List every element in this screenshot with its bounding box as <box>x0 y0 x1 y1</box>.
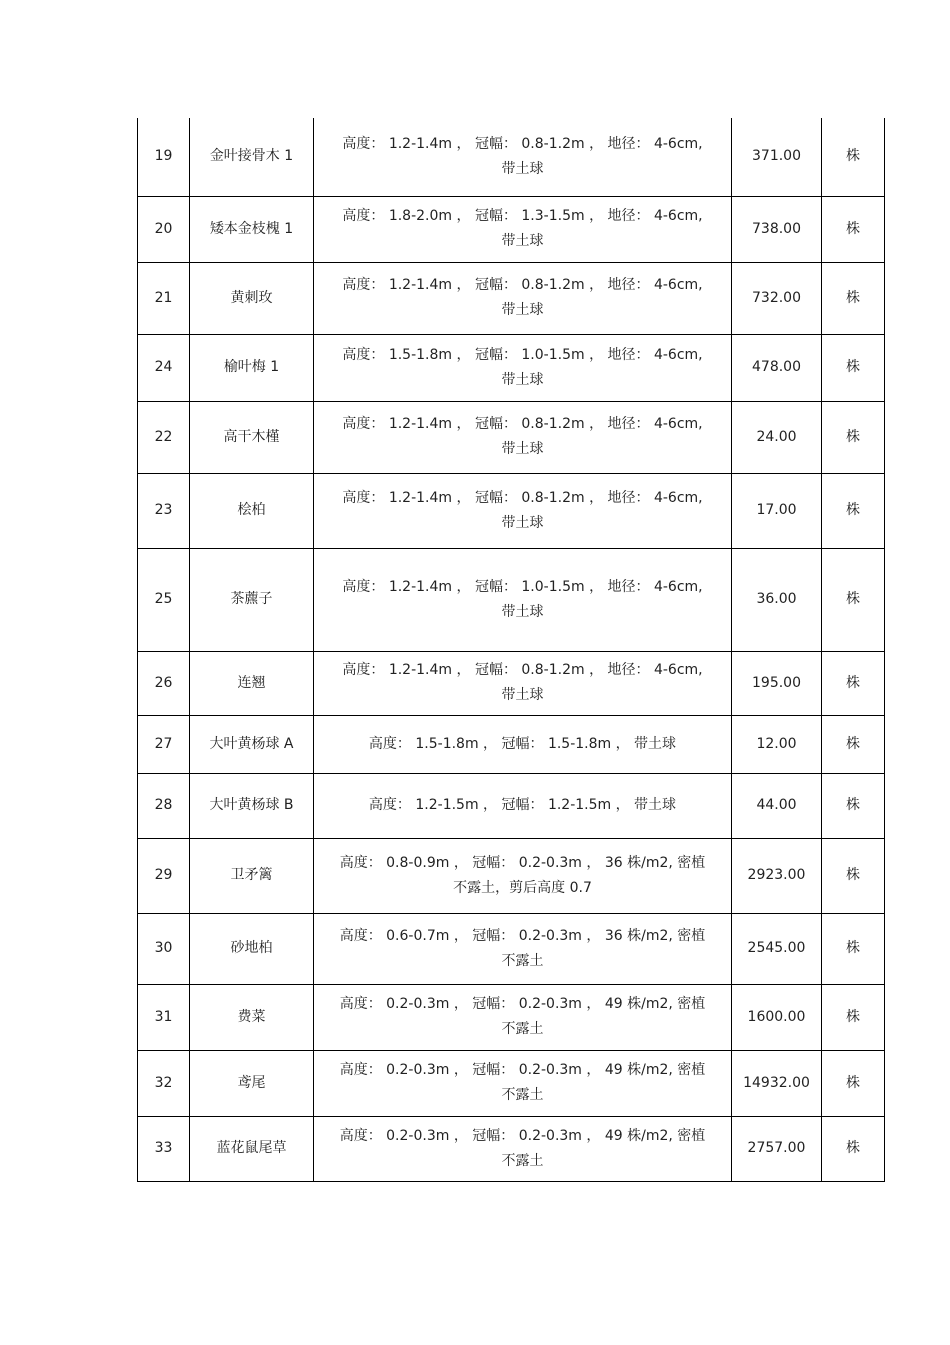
spec-line-1: 高度： 0.2-0.3m ， 冠幅： 0.2-0.3m ， 49 株/m2, 密植 <box>339 1062 706 1078</box>
quantity: 24.00 <box>732 401 822 473</box>
unit: 株 <box>822 548 885 651</box>
quantity: 478.00 <box>732 334 822 401</box>
spec-line-1: 高度： 1.5-1.8m ， 冠幅： 1.0-1.5m ， 地径： 4-6cm, <box>342 346 703 363</box>
row-number: 24 <box>138 334 190 401</box>
spec-line-2: 不露土 <box>501 1087 544 1103</box>
spec-line-2: 带土球 <box>501 160 544 177</box>
table-row <box>138 473 885 548</box>
unit: 株 <box>822 1116 885 1181</box>
plant-name: 蓝花鼠尾草 <box>190 1116 314 1181</box>
spec-cell <box>314 1116 732 1181</box>
spec-line-1: 高度： 0.2-0.3m ， 冠幅： 0.2-0.3m ， 49 株/m2, 密植 <box>339 1127 706 1144</box>
table-row <box>138 548 885 651</box>
spec-line-2: 不露土 <box>501 1021 544 1037</box>
unit: 株 <box>822 196 885 262</box>
unit: 株 <box>822 118 885 196</box>
spec-cell <box>314 984 732 1050</box>
plant-table-body <box>138 118 885 1181</box>
plant-name: 费菜 <box>190 984 314 1050</box>
spec-line-2: 不露土 <box>501 952 544 969</box>
plant-name: 高干木槿 <box>190 401 314 473</box>
plant-name: 大叶黄杨球 A <box>190 715 314 773</box>
spec-line-2: 带土球 <box>501 371 544 388</box>
table-row <box>138 651 885 715</box>
spec-line-1: 高度： 1.2-1.4m ， 冠幅： 1.0-1.5m ， 地径： 4-6cm, <box>342 578 703 595</box>
table-row <box>138 715 885 773</box>
quantity: 732.00 <box>732 262 822 334</box>
plant-table <box>137 118 885 1182</box>
table-row <box>138 334 885 401</box>
spec-cell <box>314 401 732 473</box>
spec-line-1: 高度： 0.8-0.9m ， 冠幅： 0.2-0.3m ， 36 株/m2, 密植 <box>339 854 706 871</box>
spec-line-1: 高度： 0.2-0.3m ， 冠幅： 0.2-0.3m ， 49 株/m2, 密植 <box>339 996 706 1012</box>
plant-name: 金叶接骨木 1 <box>190 118 314 196</box>
spec-line-2: 带土球 <box>501 603 544 620</box>
plant-name: 榆叶梅 1 <box>190 334 314 401</box>
spec-cell <box>314 262 732 334</box>
table-row <box>138 773 885 838</box>
plant-name: 卫矛篱 <box>190 838 314 913</box>
plant-name: 桧柏 <box>190 473 314 548</box>
plant-name: 砂地柏 <box>190 913 314 984</box>
spec-cell <box>314 913 732 984</box>
table-row <box>138 118 885 196</box>
spec-line-1: 高度： 1.2-1.5m ， 冠幅： 1.2-1.5m ， 带土球 <box>368 797 677 813</box>
quantity: 36.00 <box>732 548 822 651</box>
row-number: 30 <box>138 913 190 984</box>
row-number: 22 <box>138 401 190 473</box>
row-number: 29 <box>138 838 190 913</box>
table-row <box>138 401 885 473</box>
spec-line-2: 不露土 <box>501 1152 544 1169</box>
unit: 株 <box>822 651 885 715</box>
unit: 株 <box>822 401 885 473</box>
quantity: 17.00 <box>732 473 822 548</box>
unit: 株 <box>822 838 885 913</box>
plant-name: 大叶黄杨球 B <box>190 773 314 838</box>
row-number: 33 <box>138 1116 190 1181</box>
spec-line-1: 高度： 1.5-1.8m ， 冠幅： 1.5-1.8m ， 带土球 <box>368 735 677 752</box>
spec-cell <box>314 773 732 838</box>
spec-line-1: 高度： 1.2-1.4m ， 冠幅： 0.8-1.2m ， 地径： 4-6cm, <box>342 489 703 506</box>
unit: 株 <box>822 773 885 838</box>
quantity: 14932.00 <box>732 1050 822 1116</box>
table-row <box>138 196 885 262</box>
quantity: 195.00 <box>732 651 822 715</box>
quantity: 1600.00 <box>732 984 822 1050</box>
unit: 株 <box>822 913 885 984</box>
spec-cell <box>314 118 732 196</box>
spec-cell <box>314 548 732 651</box>
spec-cell <box>314 651 732 715</box>
plant-name: 黄刺玫 <box>190 262 314 334</box>
unit: 株 <box>822 715 885 773</box>
unit: 株 <box>822 262 885 334</box>
table-row <box>138 1116 885 1181</box>
spec-cell <box>314 1050 732 1116</box>
spec-line-1: 高度： 1.2-1.4m ， 冠幅： 0.8-1.2m ， 地径： 4-6cm, <box>342 277 703 293</box>
row-number: 26 <box>138 651 190 715</box>
plant-name: 矮本金枝槐 1 <box>190 196 314 262</box>
spec-cell <box>314 334 732 401</box>
table-row <box>138 838 885 913</box>
spec-line-1: 高度： 1.2-1.4m ， 冠幅： 0.8-1.2m ， 地径： 4-6cm, <box>342 135 703 152</box>
quantity: 371.00 <box>732 118 822 196</box>
table-row <box>138 913 885 984</box>
unit: 株 <box>822 473 885 548</box>
table-row <box>138 1050 885 1116</box>
spec-line-2: 带土球 <box>501 302 544 318</box>
table-row <box>138 262 885 334</box>
spec-line-2: 不露土，剪后高度 0.7 <box>453 879 592 896</box>
spec-cell <box>314 196 732 262</box>
spec-cell <box>314 473 732 548</box>
spec-line-1: 高度： 0.6-0.7m ， 冠幅： 0.2-0.3m ， 36 株/m2, 密植 <box>339 927 706 944</box>
quantity: 2545.00 <box>732 913 822 984</box>
spec-cell <box>314 838 732 913</box>
plant-name: 鸢尾 <box>190 1050 314 1116</box>
row-number: 21 <box>138 262 190 334</box>
plant-name: 连翘 <box>190 651 314 715</box>
row-number: 20 <box>138 196 190 262</box>
row-number: 31 <box>138 984 190 1050</box>
row-number: 32 <box>138 1050 190 1116</box>
quantity: 738.00 <box>732 196 822 262</box>
spec-line-2: 带土球 <box>501 687 544 703</box>
spec-line-1: 高度： 1.2-1.4m ， 冠幅： 0.8-1.2m ， 地径： 4-6cm, <box>342 416 703 432</box>
spec-line-2: 带土球 <box>501 441 544 457</box>
row-number: 23 <box>138 473 190 548</box>
plant-name: 茶藨子 <box>190 548 314 651</box>
quantity: 2757.00 <box>732 1116 822 1181</box>
row-number: 25 <box>138 548 190 651</box>
row-number: 19 <box>138 118 190 196</box>
spec-line-2: 带土球 <box>501 233 544 249</box>
row-number: 27 <box>138 715 190 773</box>
unit: 株 <box>822 984 885 1050</box>
unit: 株 <box>822 334 885 401</box>
spec-line-1: 高度： 1.2-1.4m ， 冠幅： 0.8-1.2m ， 地径： 4-6cm, <box>342 662 703 678</box>
quantity: 12.00 <box>732 715 822 773</box>
unit: 株 <box>822 1050 885 1116</box>
spec-line-2: 带土球 <box>501 514 544 531</box>
row-number: 28 <box>138 773 190 838</box>
spec-cell <box>314 715 732 773</box>
quantity: 2923.00 <box>732 838 822 913</box>
table-row <box>138 984 885 1050</box>
spec-line-1: 高度： 1.8-2.0m ， 冠幅： 1.3-1.5m ， 地径： 4-6cm, <box>342 208 703 224</box>
quantity: 44.00 <box>732 773 822 838</box>
